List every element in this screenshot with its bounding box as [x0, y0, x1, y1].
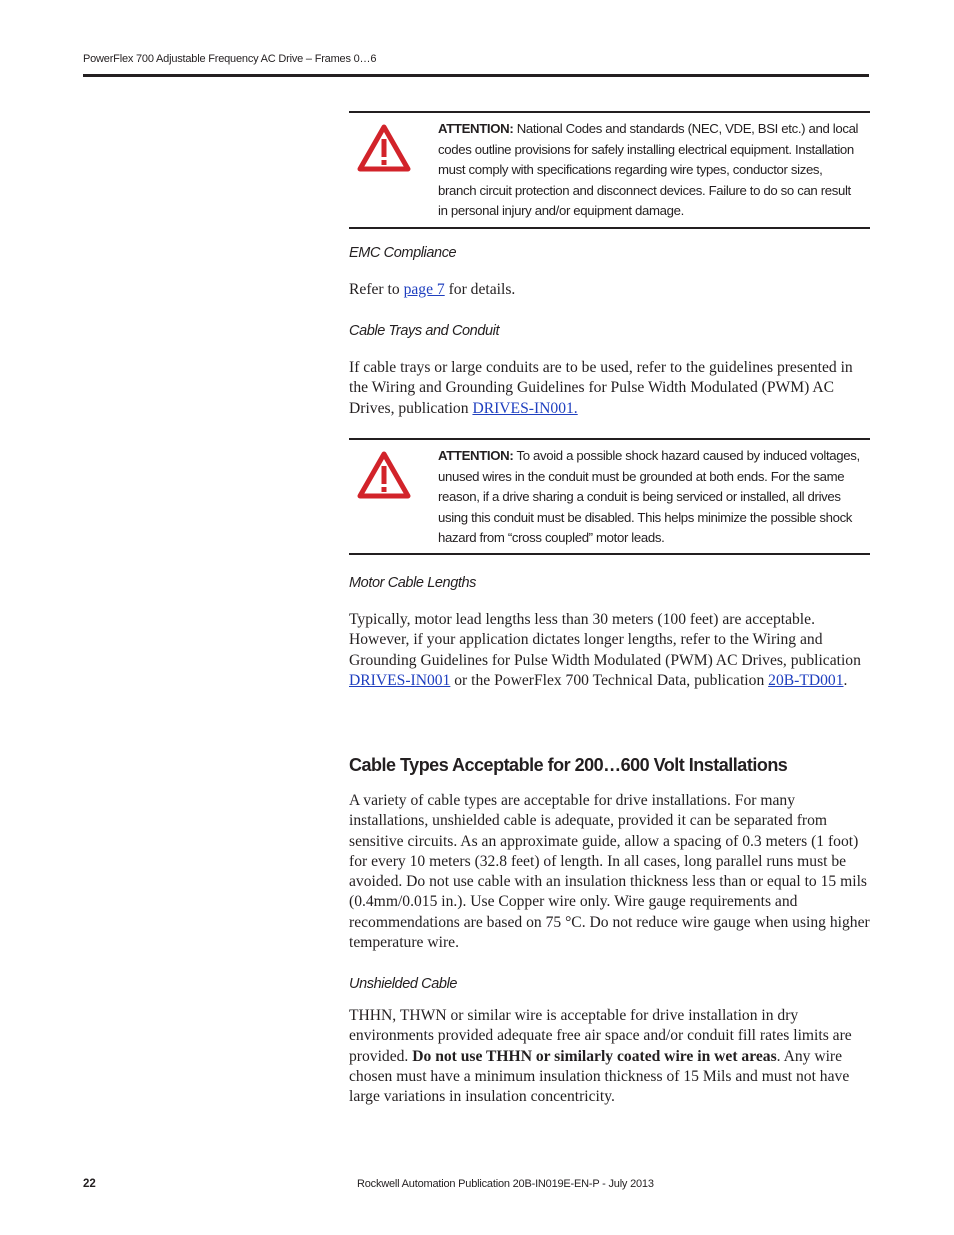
cable-trays-paragraph	[349, 358, 871, 419]
attention-label: ATTENTION:	[438, 121, 514, 136]
warning-triangle-icon	[357, 451, 411, 499]
motor-cable-text: or the PowerFlex 700 Technical Data, publication	[450, 671, 769, 689]
page-7-link[interactable]: page 7	[403, 281, 445, 298]
subhead-cable-trays: Cable Trays and Conduit	[349, 323, 500, 339]
emc-text: Refer to	[349, 281, 404, 298]
attention-text	[438, 446, 863, 549]
attention-text	[438, 119, 863, 222]
attention-box-shock-hazard	[349, 438, 870, 555]
attention-label: ATTENTION:	[438, 448, 514, 463]
drives-in001-link[interactable]: DRIVES-IN001	[349, 671, 451, 689]
motor-cable-paragraph	[349, 610, 871, 691]
warning-triangle-icon	[357, 124, 411, 172]
attention-body: To avoid a possible shock hazard caused by induced voltages, unused wires in the conduit must be grounded at both ends. For the same reason, if a drive sharing a conduit is being serviced or installed, all drives using this conduit must be disabled. This helps minimize the possible shock hazard from “cross coupled” motor leads.	[438, 448, 860, 545]
cable-types-paragraph: A variety of cable types are acceptable for drive installations. For many installations, unshielded cable is adequate, provided it can be separated from sensitive circuits. As an approximate guide, allow a spacing of 0.3 meters (1 foot) for every 10 meters (32.8 feet) of length. In all cases, long parallel runs must be avoided. Do not use cable with an insulation thickness less than or equal to 15 mils (0.4mm/0.015 in.). Use Copper wire only. Wire gauge requirements and recommendations are based on 75 °C. Do not reduce wire gauge when using higher temperature wire.	[349, 792, 870, 952]
page-number: 22	[83, 1178, 96, 1190]
subhead-emc-compliance: EMC Compliance	[349, 245, 457, 261]
running-header: PowerFlex 700 Adjustable Frequency AC Drive – Frames 0…6	[83, 53, 377, 65]
emc-text-end: for details.	[444, 281, 516, 298]
motor-cable-text: Typically, motor lead lengths less than 30 meters (100 feet) are acceptable. However, if your application dictates longer lengths, refer to the Wiring and Grounding Guidelines for Pulse Width Modulated (PWM) AC Drives, publication	[349, 611, 861, 669]
subhead-unshielded-cable: Unshielded Cable	[349, 976, 458, 992]
attention-body: National Codes and standards (NEC, VDE, BSI etc.) and local codes outline provisions for safely installing electrical equipment. Installation must comply with specifications regarding wire types, conductor sizes, branch circuit protection and disconnect devices. Failure to do so can result in personal injury and/or equipment damage.	[438, 121, 859, 218]
subhead-motor-cable-lengths: Motor Cable Lengths	[349, 575, 477, 591]
footer-publication: Rockwell Automation Publication 20B-IN019E-EN-P - July 2013	[357, 1178, 654, 1190]
emc-paragraph	[349, 280, 871, 300]
motor-cable-text: .	[843, 671, 848, 689]
header-rule	[83, 74, 869, 77]
unshielded-text: THHN, THWN or similar wire is acceptable for drive installation in dry environments provided adequate free air space and/or conduit fill rates limits are provided.	[349, 1007, 852, 1065]
unshielded-warning-bold: Do not use THHN or similarly coated wire in wet areas	[412, 1047, 777, 1065]
section-heading-cable-types: Cable Types Acceptable for 200…600 Volt Installations	[349, 755, 788, 775]
unshielded-text: . Any wire chosen must have a minimum insulation thickness of 15 Mils and must not have large variations in insulation concentricity.	[349, 1047, 850, 1106]
cable-trays-text: If cable trays or large conduits are to be used, refer to the guidelines presented in the Wiring and Grounding Guidelines for Pulse Width Modulated (PWM) AC Drives, publication	[349, 359, 853, 417]
unshielded-paragraph	[349, 1006, 871, 1107]
drives-in001-link[interactable]: DRIVES-IN001.	[472, 399, 578, 417]
attention-box-codes	[349, 111, 870, 229]
20b-td001-link[interactable]: 20B-TD001	[768, 671, 844, 689]
